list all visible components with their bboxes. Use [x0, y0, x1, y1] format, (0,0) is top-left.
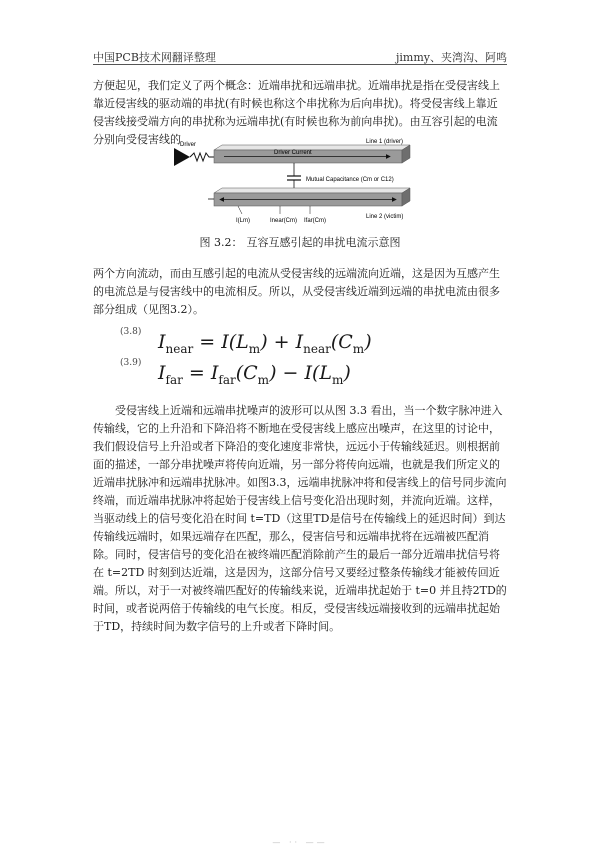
- driver-current-label: Driver Current: [274, 150, 312, 156]
- header-right-text: jimmy、夹湾沟、阿鸣: [395, 51, 507, 64]
- crosstalk-diagram: [170, 136, 432, 236]
- paragraph-1: 方便起见，我们定义了两个概念：近端串扰和远端串扰。近端串扰是指在受侵害线上靠近侵害线的驱动端的串扰(有时候也称这个串扰称为后向串扰)。将受侵害线上靠近侵害线接受端方向的串扰称为远端串扰(有时候也称为前向串扰)。由互容引起的电流分别向受侵害线的: [93, 79, 500, 146]
- figure-caption-number: 图 3.2：: [199, 236, 243, 249]
- i-far-label: Ifar(Cm): [304, 218, 326, 224]
- line1-label: Line 1 (driver): [366, 139, 404, 145]
- equation-expression: $I_{near} = I(L_m) + I_{near}(C_m)$: [158, 331, 372, 356]
- mutual-cap-label: Mutual Capacitance (Cm or C12): [306, 177, 394, 183]
- line2-label: Line 2 (victim): [366, 214, 404, 220]
- figure-caption-text: 互容互感引起的串扰电流示意图: [246, 236, 401, 249]
- line1-top-face: [214, 145, 410, 150]
- figure-caption: [0, 234, 600, 250]
- paragraph-3: 受侵害线上近端和远端串扰噪声的波形可以从图 3.3 看出，当一个数字脉冲进入传输线，它的上升沿和下降沿将不断地在受侵害线上感应出噪声，在这里的讨论中，我们假设信号上升沿或者下降沿的变化速度非常快，远远小于传输线延迟。则根据前面的描述，一部分串扰噪声将传向近端，另一部分将传向远端，也就是我们所定义的近端串扰脉冲和远端串扰脉冲。如图3.3，远端串扰脉冲将和侵害线上的信号同步流向终端，而近端串扰脉冲将起始于侵害线上信号变化沿出现时刻，并流向近端。这样，当驱动线上的信号变化沿在时间 t=TD（这里TD是信号在传输线上的延迟时间）到达传输线远端时，如果远端存在匹配，那么，侵害信号和远端串扰将在远端被匹配消除。同时，侵害信号的变化沿在被终端匹配消除前产生的最后一部分近端串扰信号将在 t=2TD 时刻到达近端，这是因为，这部分信号又要经过整条传输线才能被传回近端。所以，对于一对被终端匹配好的传输线来说，近端串扰起始于 t=0 并且持2TD的时间，或者说两倍于传输线的电气长度。相反，受侵害线远端接收到的远端串扰起始于TD，持续时间为数字信号的上升或者下降时间。: [93, 404, 507, 633]
- header-rule: [93, 64, 507, 65]
- line2-top-face: [214, 188, 410, 193]
- header-left-text: 中国PCB技术网翻译整理: [93, 51, 216, 64]
- i-lm-pointer: [238, 206, 242, 214]
- equation-expression: $I_{far} = I_{far}(C_m) - I(L_m)$: [158, 362, 351, 387]
- driver-label: Driver: [180, 142, 196, 148]
- paragraph-2: 两个方向流动，而由互感引起的电流从受侵害线的远端流向近端，这是因为互感产生的电流总是与侵害线中的电流相反。所以，从受侵害线近端到远端的串扰电流由很多部分组成（见图3.2）。: [93, 267, 500, 316]
- i-lm-label: I(Lm): [236, 218, 250, 224]
- driver-buffer-icon: [174, 148, 190, 166]
- footer-mark: — ·· ——: [272, 838, 328, 847]
- resistor-icon: [190, 153, 214, 161]
- equation-number: (3.9): [120, 358, 142, 368]
- equation-number: (3.8): [120, 327, 142, 337]
- i-near-label: Inear(Cm): [270, 218, 298, 224]
